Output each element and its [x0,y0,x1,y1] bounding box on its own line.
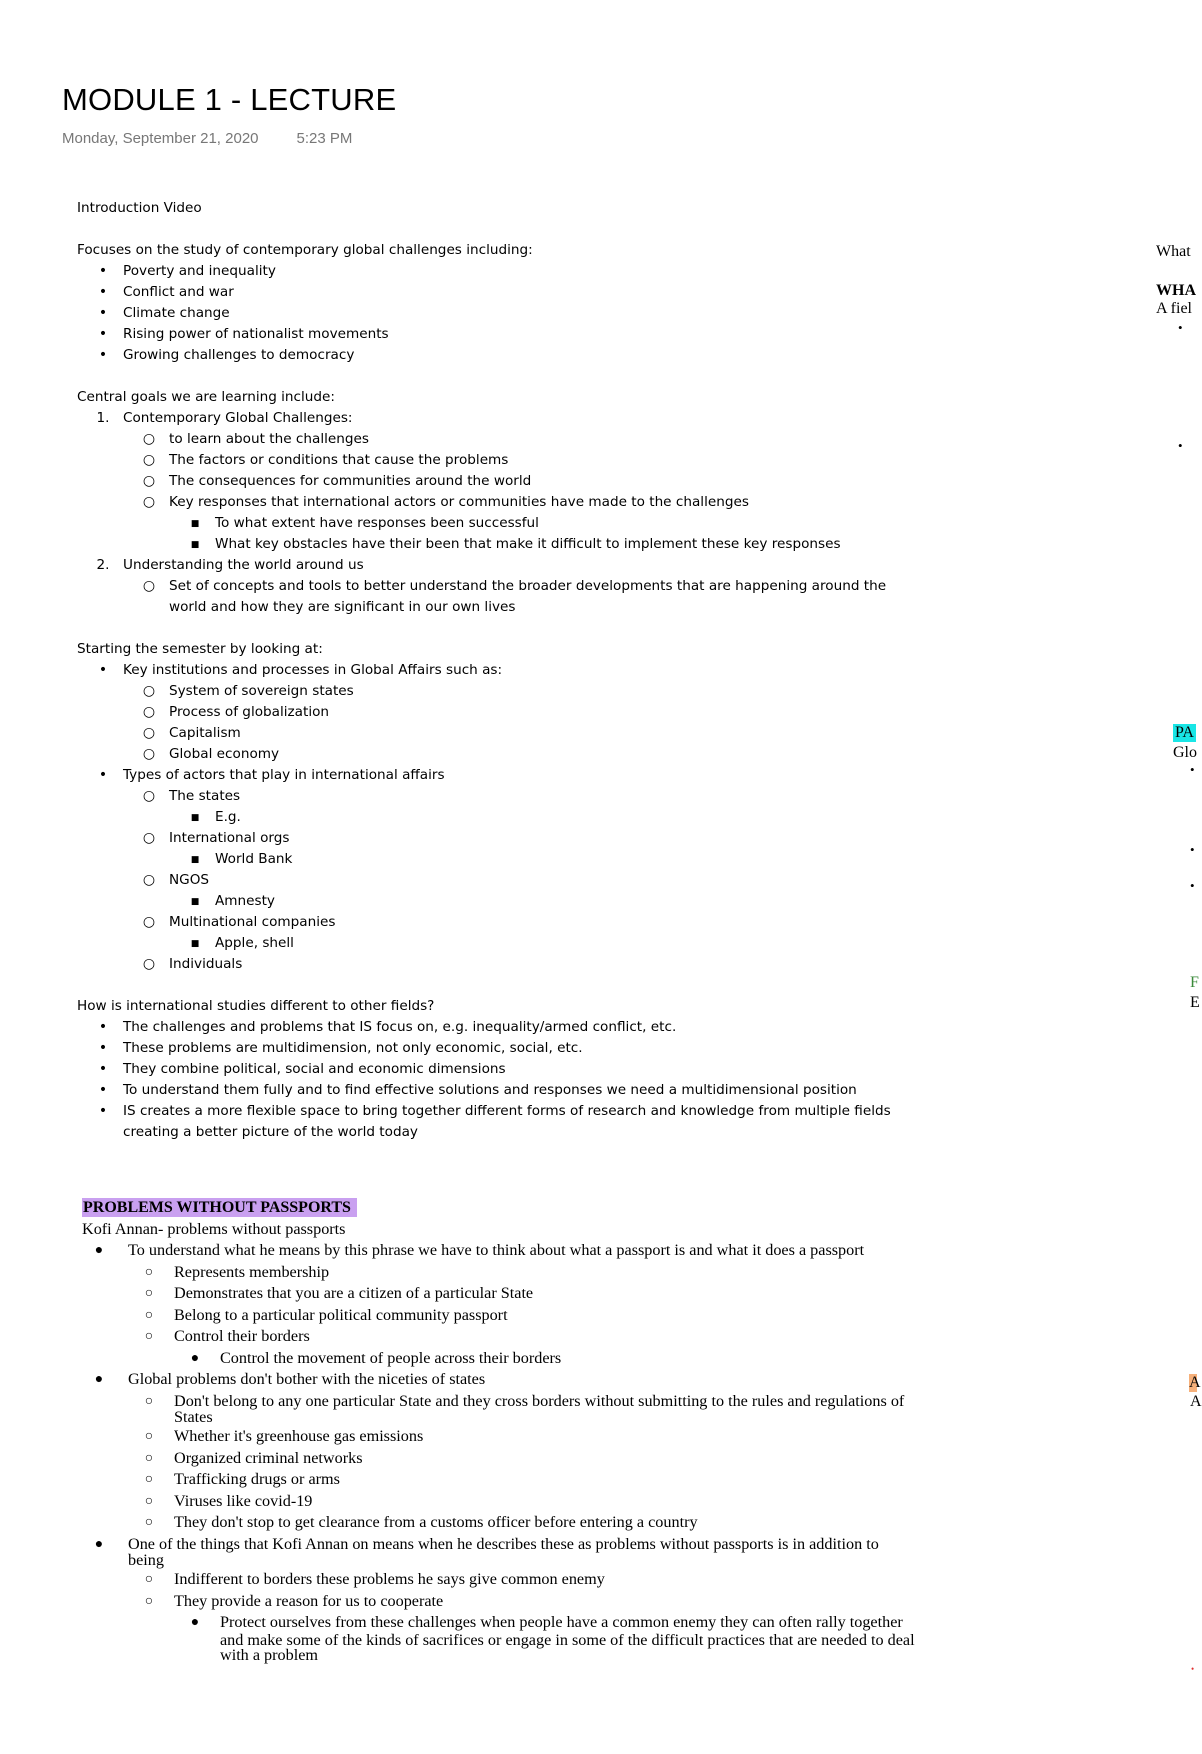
page-time: 5:23 PM [296,130,353,147]
circle-marker: ○ [142,431,156,447]
list-item-continuation: States [174,1408,213,1426]
list-item: ○ Whether it's greenhouse gas emissions [82,1426,915,1448]
list-item-continuation: world and how they are significant in our own lives [169,599,516,615]
circle-marker: ○ [142,578,156,594]
bullet-marker: • [98,326,108,342]
section-subheading: Kofi Annan- problems without passports [82,1219,346,1238]
list-item: ● To understand what he means by this phrase we have to think about what a passport is and what it does a passport [82,1240,915,1262]
clipped-text: A fiel [1156,300,1192,317]
list-item: • These problems are multidimension, not only economic, social, etc. [77,1038,891,1059]
list-item: ○ NGOS [77,870,891,891]
circle-marker: ○ [144,1393,154,1409]
circle-marker: ○ [142,746,156,762]
clipped-text: Glo [1173,744,1197,761]
list-item: ■ Apple, shell [77,933,891,954]
clipped-text: F [1190,974,1199,991]
list-item: ● Global problems don't bother with the niceties of states [82,1369,915,1391]
list-item: • Poverty and inequality [77,261,891,282]
circle-marker: ○ [142,473,156,489]
bullet-marker: • [1178,438,1183,453]
circle-marker: ○ [142,914,156,930]
circle-marker: ○ [144,1286,154,1301]
list-item: ○ They don't stop to get clearance from a customs officer before entering a country [82,1512,915,1534]
circle-marker: ○ [142,725,156,741]
list-item: ○ They provide a reason for us to cooperate [82,1591,915,1613]
bullet-marker: • [98,263,108,279]
list-item: ○ Organized criminal networks [82,1448,915,1470]
list-item: ○ to learn about the challenges [77,429,891,450]
list-item: ○ Don't belong to any one particular State and they cross borders without submitting to the rules and regulations of [82,1391,915,1413]
intro-notes [77,198,891,1143]
bullet-marker: • [1178,320,1183,335]
bullet-marker: ● [94,1372,104,1387]
circle-marker: ○ [144,1307,154,1323]
list-item: ○ Capitalism [77,723,891,744]
circle-marker: ○ [144,1593,154,1609]
list-item: ○ Control their borders [82,1326,915,1348]
list-item: 1. Contemporary Global Challenges: [96,410,353,426]
bullet-marker: • [98,1019,108,1035]
list-item: ○ Global economy [77,744,891,765]
bullet-marker: • [98,1082,108,1098]
clipped-text: What [1156,243,1191,260]
list-item: ○ Individuals [77,954,891,975]
page-date: Monday, September 21, 2020 [62,130,259,147]
goals-intro: Central goals we are learning include: [77,389,335,405]
bullet-marker: • [98,767,108,783]
bullet-marker: ● [94,1243,104,1258]
bullet-marker: ● [190,1350,200,1366]
clipped-heading: WHA [1156,282,1196,299]
list-item: ○ Indifferent to borders these problems he says give common enemy [82,1569,915,1591]
bullet-marker: • [98,1061,108,1077]
different-question: How is international studies different to other fields? [77,998,435,1014]
circle-marker: ○ [144,1450,154,1466]
focus-intro: Focuses on the study of contemporary global challenges including: [77,242,533,258]
square-marker: ■ [190,939,200,949]
list-item: • Types of actors that play in international affairs [77,765,891,786]
bullet-marker: • [1191,1664,1195,1674]
list-item: • To understand them fully and to find effective solutions and responses we need a multidimensional position [77,1080,891,1101]
bullet-marker: ● [94,1536,104,1552]
bullet-marker: • [98,1103,108,1119]
list-item: ■ What key obstacles have their been that make it difficult to implement these key responses [77,534,891,555]
square-marker: ■ [190,540,200,550]
list-item: ○ Represents membership [82,1262,915,1284]
circle-marker: ○ [142,788,156,804]
circle-marker: ○ [144,1429,154,1444]
list-item: ● Control the movement of people across their borders [82,1348,915,1370]
bullet-marker: • [98,347,108,363]
circle-marker: ○ [142,683,156,699]
list-item: ■ E.g. [77,807,891,828]
clipped-text: E [1190,994,1200,1011]
list-item: • Rising power of nationalist movements [77,324,891,345]
list-item-continuation: and make some of the kinds of sacrifices or engage in some of the difficult practices that are needed to deal [220,1630,915,1649]
circle-marker: ○ [142,956,156,972]
list-item: ○ Viruses like covid-19 [82,1491,915,1513]
circle-marker: ○ [144,1493,154,1509]
list-item: ○ Demonstrates that you are a citizen of a particular State [82,1283,915,1305]
page-timestamp [62,130,352,147]
list-item: ○ The factors or conditions that cause the problems [77,450,891,471]
list-item: • Climate change [77,303,891,324]
semester-intro: Starting the semester by looking at: [77,641,323,657]
list-item: ○ Process of globalization [77,702,891,723]
clipped-text: A [1190,1393,1202,1410]
list-item-continuation: with a problem [220,1645,319,1664]
list-item: ○ Multinational companies [77,912,891,933]
list-item-continuation: being [128,1551,164,1569]
list-item: • Growing challenges to democracy [77,345,891,366]
square-marker: ■ [190,855,200,865]
clipped-highlight: PA [1175,724,1194,741]
circle-marker: ○ [144,1515,154,1530]
list-item: ○ International orgs [77,828,891,849]
bullet-marker: • [1190,762,1195,777]
page-title: MODULE 1 - LECTURE [62,82,397,117]
list-item: 2. Understanding the world around us [96,557,364,573]
list-item: ■ World Bank [77,849,891,870]
list-item: ○ System of sovereign states [77,681,891,702]
list-item: ● Protect ourselves from these challenges when people have a common enemy they can often rally together [82,1612,915,1634]
circle-marker: ○ [142,830,156,846]
list-item: • The challenges and problems that IS focus on, e.g. inequality/armed conflict, etc. [77,1017,891,1038]
highlighted-heading: PROBLEMS WITHOUT PASSPORTS [82,1198,357,1217]
circle-marker: ○ [142,872,156,888]
bullet-marker: • [1190,878,1195,893]
circle-marker: ○ [144,1264,154,1280]
square-marker: ■ [190,519,200,529]
square-marker: ■ [190,813,200,823]
circle-marker: ○ [144,1472,154,1487]
circle-marker: ○ [142,704,156,720]
bullet-marker: • [98,284,108,300]
square-marker: ■ [190,897,200,907]
circle-marker: ○ [142,452,156,468]
list-item: ○ The consequences for communities around the world [77,471,891,492]
intro-heading: Introduction Video [77,200,202,216]
list-item: • IS creates a more flexible space to bring together different forms of research and knowledge from multiple fields [77,1101,891,1122]
list-item: • Key institutions and processes in Global Affairs such as: [77,660,891,681]
section-heading [82,1197,915,1219]
list-item: ● One of the things that Kofi Annan on means when he describes these as problems without passports is in addition to [82,1534,915,1556]
list-item-continuation: creating a better picture of the world today [123,1124,418,1140]
bullet-marker: • [98,305,108,321]
bullet-marker: • [98,1040,108,1056]
problems-notes [82,1197,915,1663]
clipped-right-column [1156,0,1200,1754]
list-item: ■ To what extent have responses been successful [77,513,891,534]
list-item: ■ Amnesty [77,891,891,912]
circle-marker: ○ [144,1572,154,1587]
list-item: ○ Set of concepts and tools to better understand the broader developments that are happening around the [77,576,891,597]
bullet-marker: • [1190,842,1195,857]
clipped-highlight: A [1189,1374,1201,1391]
circle-marker: ○ [142,494,156,510]
list-item: ○ Key responses that international actors or communities have made to the challenges [77,492,891,513]
list-item: ○ The states [77,786,891,807]
list-item: • Conflict and war [77,282,891,303]
list-item: • They combine political, social and economic dimensions [77,1059,891,1080]
list-item: ○ Belong to a particular political community passport [82,1305,915,1327]
bullet-marker: ● [190,1615,200,1630]
circle-marker: ○ [144,1329,154,1344]
bullet-marker: • [98,662,108,678]
list-item: ○ Trafficking drugs or arms [82,1469,915,1491]
